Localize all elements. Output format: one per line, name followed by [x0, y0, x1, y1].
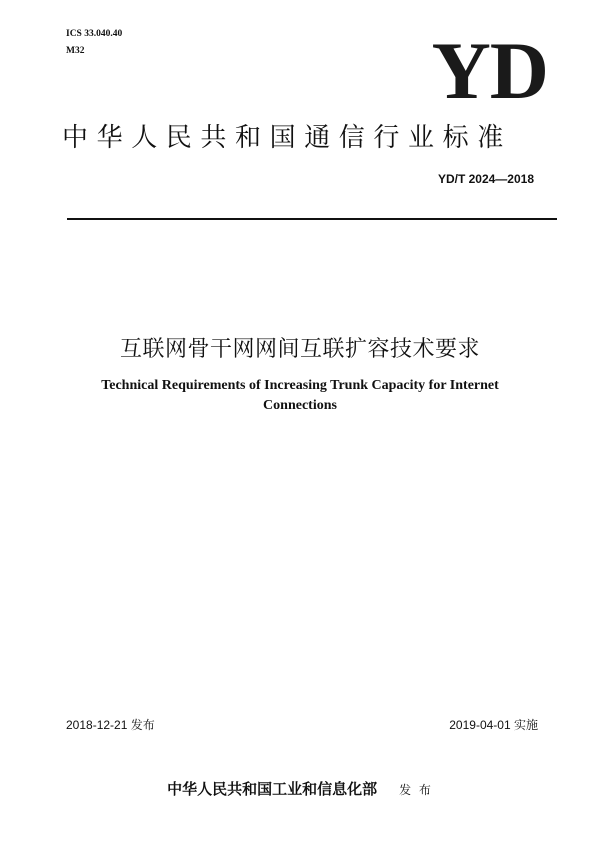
- issuer-line: [0, 778, 600, 799]
- yd-logo: YD: [431, 25, 548, 116]
- publish-date-line: [66, 716, 155, 733]
- issuer-name: 中华人民共和国工业和信息化部: [167, 780, 378, 798]
- header-divider: [67, 218, 557, 220]
- standard-number: YD/T 2024—2018: [437, 172, 534, 186]
- document-title-zh: 互联网骨干网网间互联扩容技术要求: [119, 337, 480, 362]
- ics-code: ICS 33.040.40: [66, 29, 123, 39]
- publish-date: 2018-12-21: [66, 718, 128, 732]
- publish-label: 发布: [130, 718, 155, 732]
- standard-type-title: 中华人民共和国通信行业标准: [62, 123, 512, 153]
- implement-date: 2019-04-01: [449, 718, 511, 732]
- implement-label: 实施: [513, 718, 538, 732]
- issuer-label: 发 布: [399, 783, 433, 797]
- implement-date-line: [449, 716, 538, 733]
- category-code: M32: [66, 46, 85, 56]
- document-title-en: Technical Requirements of Increasing Trunk Capacity for Internet Connections: [101, 378, 499, 413]
